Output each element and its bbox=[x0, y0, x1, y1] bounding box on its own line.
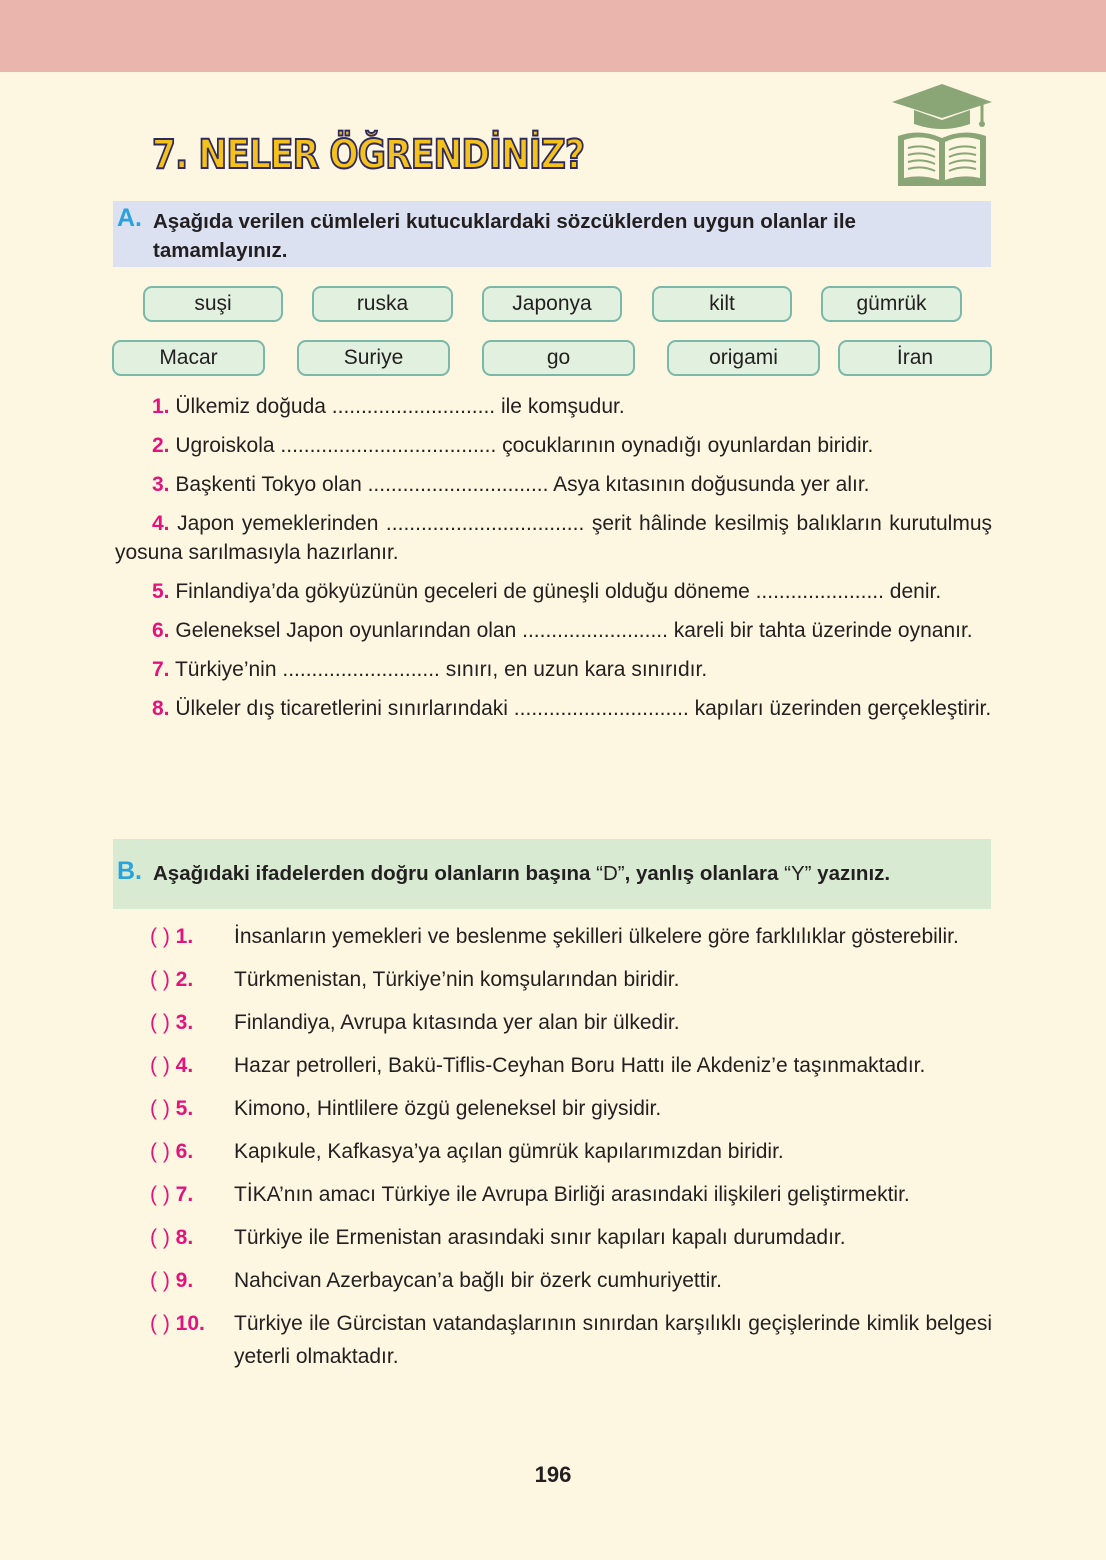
question-item bbox=[115, 616, 992, 645]
statement-text: Türkmenistan, Türkiye’nin komşularından biridir. bbox=[234, 968, 680, 991]
quote-d: “D” bbox=[596, 862, 625, 885]
word-box: origami bbox=[667, 340, 820, 376]
question-text: Ülkemiz doğuda ............................ ile komşudur. bbox=[175, 395, 625, 418]
word-box: Macar bbox=[112, 340, 265, 376]
statement-text: Nahcivan Azerbaycan’a bağlı bir özerk cumhuriyettir. bbox=[234, 1269, 722, 1292]
statement-item bbox=[150, 1264, 992, 1297]
answer-blank[interactable]: ( ) bbox=[150, 1269, 170, 1292]
section-b-instruction-2: , yanlış olanlara bbox=[624, 862, 779, 885]
section-b-header bbox=[113, 839, 991, 909]
question-item bbox=[115, 509, 992, 567]
statement-number: 3. bbox=[175, 1011, 194, 1034]
answer-blank[interactable]: ( ) bbox=[150, 1226, 170, 1249]
answer-blank[interactable]: ( ) bbox=[150, 1312, 170, 1335]
word-box: suşi bbox=[143, 286, 283, 322]
statement-text: Kimono, Hintlilere özgü geleneksel bir giysidir. bbox=[234, 1097, 662, 1120]
statement-item bbox=[150, 1178, 992, 1211]
question-text: Başkenti Tokyo olan ............................... Asya kıtasının doğusunda yer alır. bbox=[175, 473, 870, 496]
answer-blank[interactable]: ( ) bbox=[150, 925, 170, 948]
section-b-letter: B. bbox=[117, 857, 142, 885]
statement-item bbox=[150, 1135, 992, 1168]
statement-number: 7. bbox=[175, 1183, 194, 1206]
statement-item bbox=[150, 1092, 992, 1125]
statement-text: Türkiye ile Gürcistan vatandaşlarının sınırdan karşılıklı geçişlerinde kimlik belgesi yeterli olmaktadır. bbox=[234, 1312, 992, 1368]
statement-number: 2. bbox=[175, 968, 194, 991]
word-box: gümrük bbox=[821, 286, 962, 322]
statement-item bbox=[150, 920, 992, 953]
section-b-instruction-1: Aşağıdaki ifadelerden doğru olanların başına bbox=[153, 862, 591, 885]
section-a-header bbox=[113, 201, 991, 267]
section-a-instruction: Aşağıda verilen cümleleri kutucuklardaki sözcüklerden uygun olanlar ile tamamlayınız. bbox=[153, 210, 856, 262]
question-number: 5. bbox=[152, 580, 170, 603]
word-box: Japonya bbox=[482, 286, 622, 322]
word-box: go bbox=[482, 340, 635, 376]
question-item bbox=[115, 392, 992, 421]
statement-number: 4. bbox=[175, 1054, 194, 1077]
page-number: 196 bbox=[534, 1462, 572, 1487]
answer-blank[interactable]: ( ) bbox=[150, 1140, 170, 1163]
true-false-list bbox=[150, 920, 992, 1383]
statement-text: Hazar petrolleri, Bakü-Tiflis-Ceyhan Boru Hattı ile Akdeniz’e taşınmaktadır. bbox=[234, 1054, 926, 1077]
statement-item bbox=[150, 1049, 992, 1082]
word-box: kilt bbox=[652, 286, 792, 322]
fill-in-questions bbox=[115, 392, 992, 733]
answer-blank[interactable]: ( ) bbox=[150, 968, 170, 991]
question-number: 3. bbox=[152, 473, 170, 496]
statement-text: Finlandiya, Avrupa kıtasında yer alan bir ülkedir. bbox=[234, 1011, 680, 1034]
top-band bbox=[0, 0, 1106, 72]
question-number: 1. bbox=[152, 395, 170, 418]
section-b-instruction-3: yazınız. bbox=[817, 862, 891, 885]
page-title: 7. NELER ÖĞRENDİNİZ? bbox=[152, 132, 585, 178]
question-text: Türkiye’nin ........................... sınırı, en uzun kara sınırıdır. bbox=[174, 658, 708, 681]
answer-blank[interactable]: ( ) bbox=[150, 1054, 170, 1077]
question-text: Geleneksel Japon oyunlarından olan ......................... kareli bir tahta üzerinde oynanır. bbox=[175, 619, 973, 642]
statement-number: 6. bbox=[175, 1140, 194, 1163]
statement-item bbox=[150, 1006, 992, 1039]
graduation-book-icon bbox=[890, 82, 994, 188]
statement-item bbox=[150, 1221, 992, 1254]
word-box: ruska bbox=[312, 286, 453, 322]
question-item bbox=[115, 470, 992, 499]
question-number: 8. bbox=[152, 697, 170, 720]
question-number: 6. bbox=[152, 619, 170, 642]
question-text: Ülkeler dış ticaretlerini sınırlarındaki .............................. kapıları üzerinden gerçekleştirir. bbox=[175, 697, 992, 720]
quote-y: “Y” bbox=[784, 862, 812, 885]
statement-item bbox=[150, 1307, 992, 1373]
question-number: 4. bbox=[152, 512, 170, 535]
statement-text: Kapıkule, Kafkasya’ya açılan gümrük kapılarımızdan biridir. bbox=[234, 1140, 784, 1163]
question-item bbox=[115, 577, 992, 606]
question-item bbox=[115, 694, 992, 723]
statement-text: TİKA’nın amacı Türkiye ile Avrupa Birliği arasındaki ilişkileri geliştirmektir. bbox=[234, 1183, 910, 1206]
question-item bbox=[115, 431, 992, 460]
question-item bbox=[115, 655, 992, 684]
statement-number: 9. bbox=[175, 1269, 194, 1292]
answer-blank[interactable]: ( ) bbox=[150, 1183, 170, 1206]
question-text: Ugroiskola ..................................... çocuklarının oynadığı oyunlardan biridir. bbox=[175, 434, 874, 457]
statement-text: İnsanların yemekleri ve beslenme şekilleri ülkelere göre farklılıklar gösterebilir. bbox=[234, 925, 959, 948]
statement-number: 1. bbox=[175, 925, 194, 948]
answer-blank[interactable]: ( ) bbox=[150, 1011, 170, 1034]
statement-number: 8. bbox=[175, 1226, 194, 1249]
section-a-letter: A. bbox=[117, 204, 142, 232]
statement-number: 5. bbox=[175, 1097, 194, 1120]
question-number: 2. bbox=[152, 434, 170, 457]
question-text: Japon yemeklerinden .................................. şerit hâlinde kesilmiş balıkların kurutulmuş yosuna sarılmasıyla hazırlanır. bbox=[115, 512, 992, 564]
statement-item bbox=[150, 963, 992, 996]
statement-number: 10. bbox=[175, 1312, 205, 1335]
statement-text: Türkiye ile Ermenistan arasındaki sınır kapıları kapalı durumdadır. bbox=[234, 1226, 846, 1249]
answer-blank[interactable]: ( ) bbox=[150, 1097, 170, 1120]
word-box: Suriye bbox=[297, 340, 450, 376]
word-box: İran bbox=[838, 340, 992, 376]
question-text: Finlandiya’da gökyüzünün geceleri de güneşli olduğu döneme ...................... denir. bbox=[175, 580, 942, 603]
question-number: 7. bbox=[152, 658, 170, 681]
